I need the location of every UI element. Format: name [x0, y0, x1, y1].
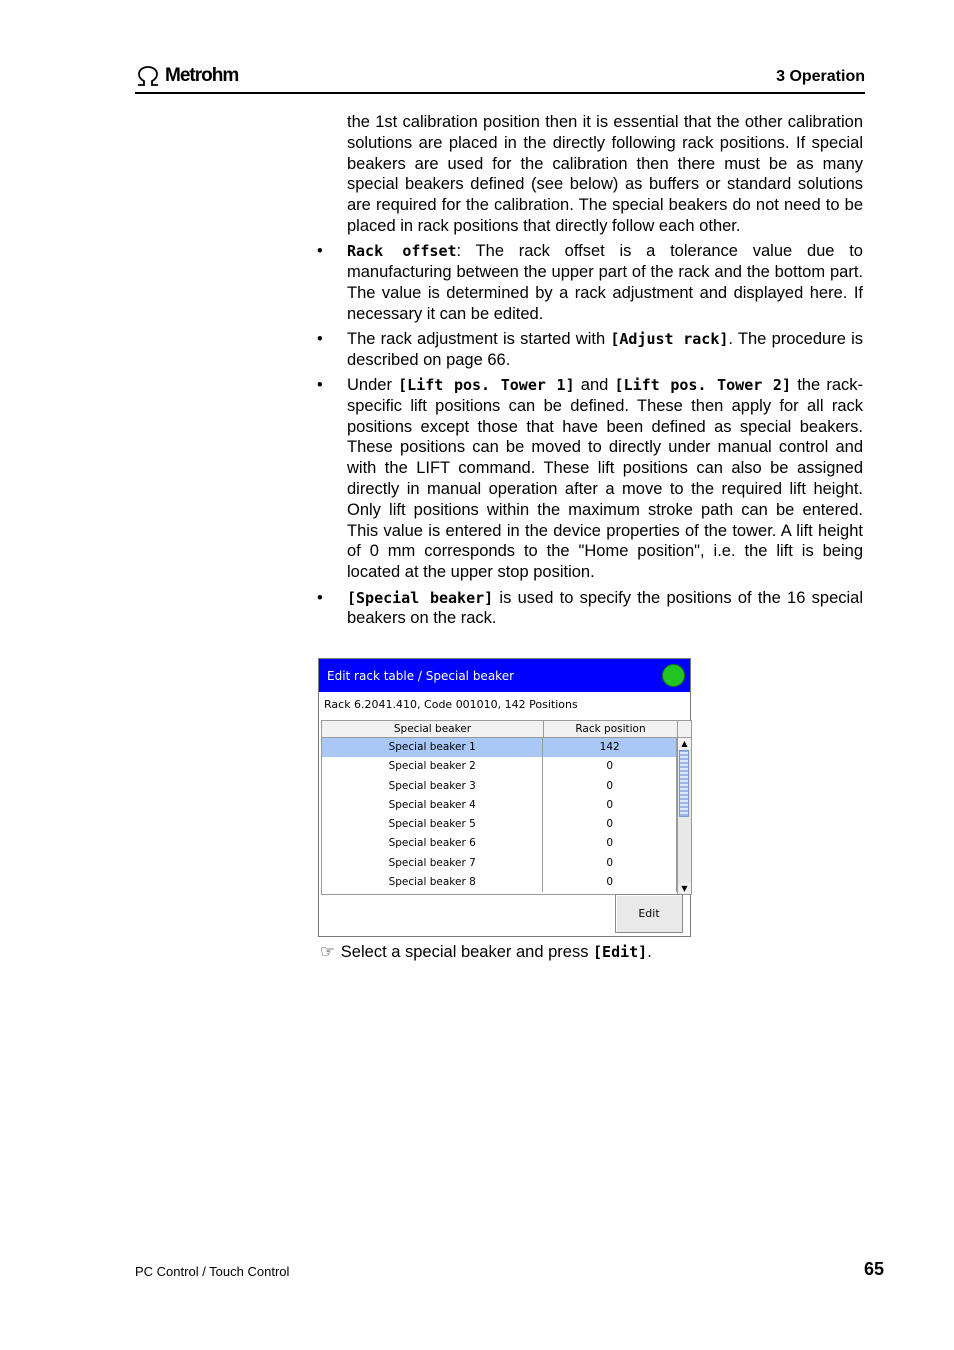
- edit-button[interactable]: Edit: [615, 894, 683, 933]
- instruction-line: [320, 942, 652, 962]
- bullet-special-beaker: [317, 588, 863, 630]
- position-cell: 0: [543, 777, 677, 796]
- beaker-cell: Special beaker 8: [322, 873, 543, 892]
- beaker-cell: Special beaker 3: [322, 777, 543, 796]
- bullet-rack-offset: [317, 241, 863, 324]
- footer-product: PC Control / Touch Control: [135, 1264, 290, 1279]
- term-edit: [Edit]: [593, 943, 648, 961]
- bullet-text: The rack adjustment is started with: [347, 329, 611, 348]
- table-row[interactable]: [322, 777, 677, 796]
- beaker-cell: Special beaker 6: [322, 834, 543, 853]
- term-lift-tower-2: [Lift pos. Tower 2]: [614, 376, 791, 395]
- position-cell: 0: [543, 854, 677, 873]
- special-beaker-dialog: [318, 658, 691, 937]
- position-cell: 0: [543, 815, 677, 834]
- dialog-title: Edit rack table / Special beaker: [327, 668, 515, 683]
- term-special-beaker: [Special beaker]: [347, 588, 494, 607]
- bullet-text: . The procedure is described on page 66.: [347, 329, 864, 369]
- scroll-down-icon[interactable]: ▼: [678, 883, 691, 894]
- brand-name: Metrohm: [165, 65, 239, 86]
- position-cell: 0: [543, 834, 677, 853]
- bullet-text: is used to specify the positions of the 16 special beakers on the rack.: [347, 588, 863, 628]
- table-row[interactable]: [322, 796, 677, 815]
- instruction-text: .: [647, 943, 652, 961]
- omega-icon: [135, 65, 161, 87]
- bullet-icon: •: [317, 588, 323, 607]
- table-header: [322, 721, 691, 738]
- table-row[interactable]: [322, 873, 677, 892]
- table-scrollbar[interactable]: [677, 738, 691, 894]
- bullet-text: : The rack offset is a tolerance value due to manufacturing between the upper part of the rack and the bottom part. The value is determined by a rack adjustment and displayed here. If necessary it can be edited.: [347, 242, 863, 323]
- rack-info: Rack 6.2041.410, Code 001010, 142 Positions: [324, 698, 578, 711]
- table-row[interactable]: [322, 854, 677, 873]
- bullet-text: and: [574, 376, 615, 395]
- bullet-icon: •: [317, 329, 323, 348]
- table-row[interactable]: [322, 757, 677, 776]
- instruction-text: Select a special beaker and press: [340, 943, 594, 961]
- beaker-cell: Special beaker 1: [322, 738, 543, 757]
- column-header-special-beaker[interactable]: Special beaker: [322, 721, 544, 737]
- table-row[interactable]: [322, 815, 677, 834]
- beaker-cell: Special beaker 5: [322, 815, 543, 834]
- column-header-rack-position[interactable]: Rack position: [544, 721, 678, 737]
- table-body: [322, 738, 677, 892]
- scroll-up-icon[interactable]: ▲: [678, 738, 691, 749]
- term-adjust-rack: [Adjust rack]: [610, 329, 729, 348]
- page-header: [135, 64, 865, 94]
- bullet-text: the rack-specific lift positions can be defined. These then apply for all rack positions except those that have been defined as special beakers. These positions can be moved to directly under manual control and with the LIFT command. These lift positions can also be assigned directly in manual operation after a move to the required lift height. Only lift positions within the maximum stroke path can be entered. This value is entered in the device properties of the tower. A lift height of 0 mm corresponds to the "Home position", i.e. the lift is being located at the upper stop position.: [347, 376, 864, 582]
- dialog-titlebar: [319, 659, 690, 692]
- term-rack-offset: Rack offset: [347, 242, 457, 261]
- bullet-text: Under: [347, 376, 399, 395]
- beaker-cell: Special beaker 4: [322, 796, 543, 815]
- page-number: 65: [863, 1259, 884, 1279]
- beaker-cell: Special beaker 7: [322, 854, 543, 873]
- special-beaker-table: [321, 720, 692, 895]
- chapter-title: 3 Operation: [776, 68, 865, 85]
- status-led-icon: [662, 664, 685, 687]
- body-text: [317, 112, 864, 629]
- position-cell: 0: [543, 757, 677, 776]
- scroll-thumb[interactable]: [679, 750, 689, 817]
- table-row-selected[interactable]: [322, 738, 677, 757]
- position-cell: 142: [543, 738, 677, 757]
- position-cell: 0: [543, 873, 677, 892]
- pointing-hand-icon: ☞: [320, 943, 335, 961]
- bullet-adjust-rack: [317, 329, 864, 371]
- table-row[interactable]: [322, 834, 677, 853]
- beaker-cell: Special beaker 2: [322, 757, 543, 776]
- term-lift-tower-1: [Lift pos. Tower 1]: [398, 376, 575, 395]
- bullet-icon: •: [317, 242, 323, 261]
- bullet-lift-positions: [317, 375, 864, 583]
- metrohm-logo: [135, 64, 238, 88]
- bullet-icon: •: [317, 376, 323, 395]
- position-cell: 0: [543, 796, 677, 815]
- intro-paragraph: the 1st calibration position then it is essential that the other calibration solutions are placed in the directly following rack positions. If special beakers are used for the calibration then there must be as many special beakers defined (see below) as buffers or standard solutions are required for the calibration. The special beakers do not need to be placed in rack positions that directly follow each other.: [347, 113, 863, 235]
